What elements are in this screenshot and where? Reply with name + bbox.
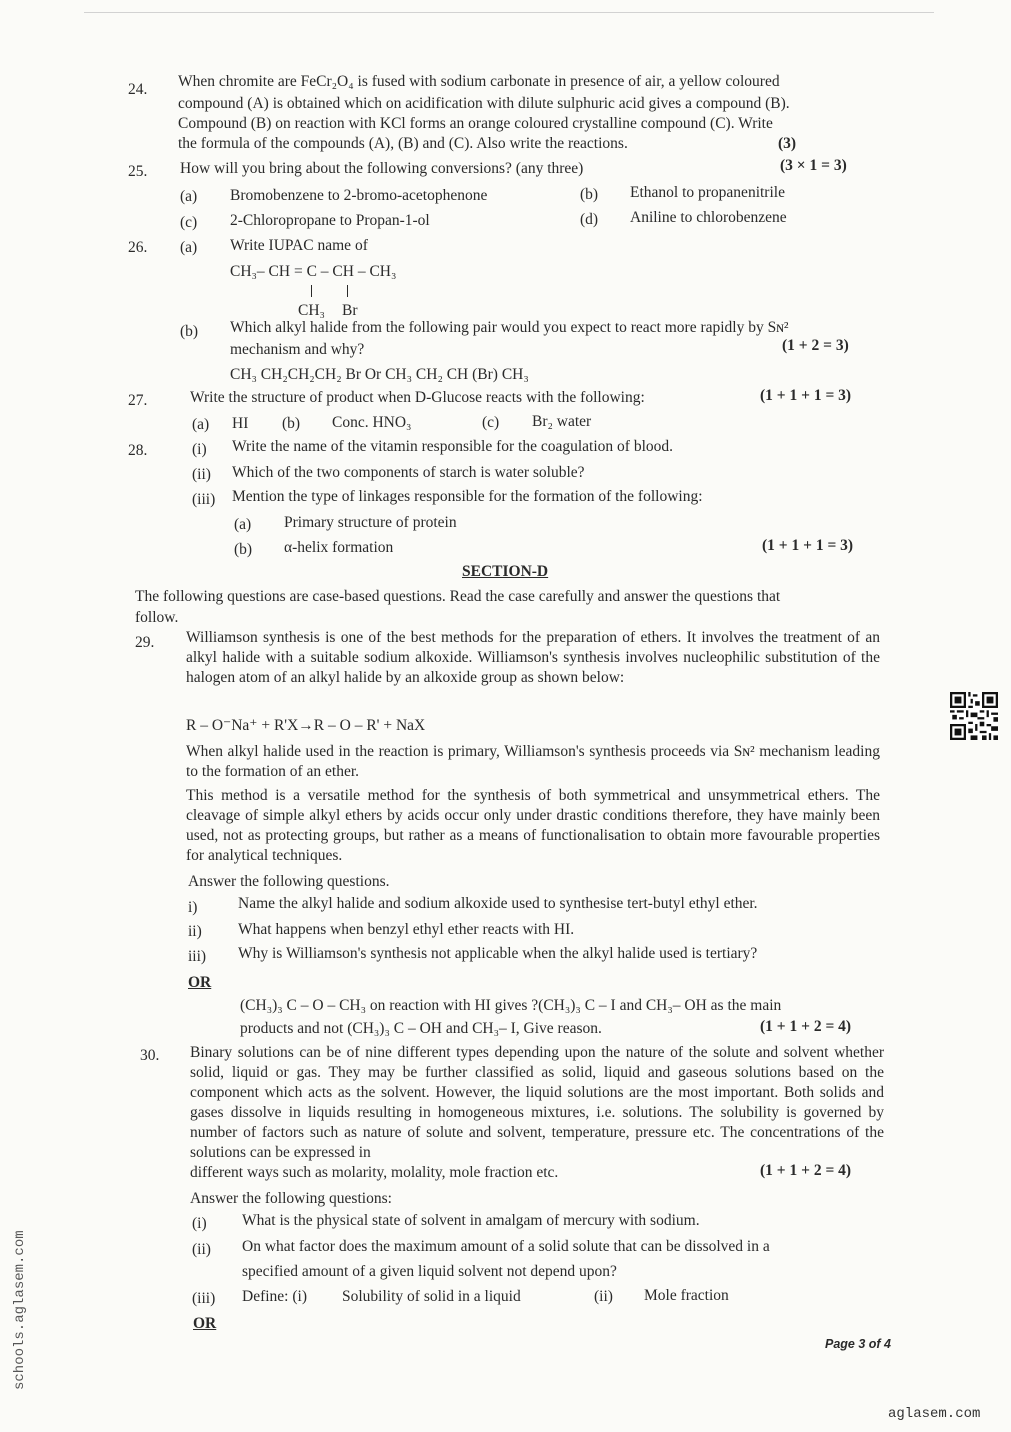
section-intro-line2: follow. <box>135 609 179 626</box>
q24-line4: the formula of the compounds (A), (B) and (C). Also write the reactions. <box>178 135 628 152</box>
q28-ii-label: (ii) <box>192 466 211 483</box>
q24-line2: compound (A) is obtained which on acidification with dilute sulphuric acid gives a compound (B). <box>178 95 790 112</box>
q25-c: 2-Chloropropane to Propan-1-ol <box>230 212 430 229</box>
q28-a: Primary structure of protein <box>284 514 457 531</box>
q30-iii-a: Solubility of solid in a liquid <box>342 1288 521 1305</box>
qr-code-icon <box>950 692 998 740</box>
q30-i-label: (i) <box>192 1215 207 1232</box>
q30-paragraph-last: different ways such as molarity, molality, mole fraction etc. <box>190 1164 559 1181</box>
q26-substituent-1: CH₃ <box>298 302 325 319</box>
q25-a-label: (a) <box>180 188 198 205</box>
section-intro-line1: The following questions are case-based questions. Read the case carefully and answer the questions that <box>135 588 781 605</box>
q30-iii-b-label: (ii) <box>594 1288 613 1305</box>
q25-d: Aniline to chlorobenzene <box>630 209 787 226</box>
q30-iii-label: (iii) <box>192 1290 216 1307</box>
footer-site: aglasem.com <box>888 1406 981 1422</box>
top-rule <box>84 12 934 13</box>
q26-b-line2: mechanism and why? <box>230 341 365 358</box>
q30-ii-line1: On what factor does the maximum amount of a solid solute that can be dissolved in a <box>242 1238 770 1255</box>
q26-a-label: (a) <box>180 239 198 256</box>
q29-ask: Answer the following questions. <box>188 873 390 890</box>
q26-b-label: (b) <box>180 323 199 340</box>
q25-a: Bromobenzene to 2-bromo-acetophenone <box>230 187 488 204</box>
q28-marks: (1 + 1 + 1 = 3) <box>762 537 854 554</box>
q26-formula: CH₃– CH = C – CH – CH₃ <box>230 263 397 280</box>
q24-number: 24. <box>128 81 148 98</box>
q27-a-label: (a) <box>192 416 210 433</box>
q26-pair: CH₃ CH₂CH₂CH₂ Br Or CH₃ CH₂ CH (Br) CH₃ <box>230 366 529 383</box>
q25-c-label: (c) <box>180 214 198 231</box>
q24-line1: When chromite are FeCr₂O₄ is fused with sodium carbonate in presence of air, a yellow coloured <box>178 73 780 90</box>
q29-i-label: i) <box>188 899 198 916</box>
q29-or-line1: (CH₃)₃ C – O – CH₃ on reaction with HI gives ?(CH₃)₃ C – I and CH₃– OH as the main <box>240 997 782 1014</box>
q27-c: Br₂ water <box>532 413 592 430</box>
q30-ii-line2: specified amount of a given liquid solvent not depend upon? <box>242 1263 617 1280</box>
q30-ii-label: (ii) <box>192 1241 211 1258</box>
q30-or: OR <box>193 1315 217 1332</box>
q25-b-label: (b) <box>580 186 599 203</box>
q25-number: 25. <box>128 163 148 180</box>
page-number: Page 3 of 4 <box>825 1337 891 1351</box>
q30-i: What is the physical state of solvent in amalgam of mercury with sodium. <box>242 1212 700 1229</box>
q28-b: α-helix formation <box>284 539 394 556</box>
q30-marks: (1 + 1 + 2 = 4) <box>760 1162 852 1179</box>
q26-marks: (1 + 2 = 3) <box>782 337 849 354</box>
q28-b-label: (b) <box>234 541 253 558</box>
q29-paragraph-3: This method is a versatile method for the synthesis of both symmetrical and unsymmetrical ethers. The cleavage of simple alkyl ethers by acids occur only under drastic conditions therefore, they have mainly been used, not as protecting groups, but rather as a means of functionalisation to obtain more favourable properties for analytical techniques. <box>186 787 880 864</box>
q28-iii: Mention the type of linkages responsible for the formation of the following: <box>232 488 703 505</box>
q28-i-label: (i) <box>192 441 207 458</box>
q27-b: Conc. HNO₃ <box>332 414 412 431</box>
q29-iii-label: iii) <box>188 948 207 965</box>
q26-a: Write IUPAC name of <box>230 237 368 254</box>
q25-text: How will you bring about the following conversions? (any three) <box>180 160 584 177</box>
q27-c-label: (c) <box>482 414 500 431</box>
q25-b: Ethanol to propanenitrile <box>630 184 785 201</box>
q29-i: Name the alkyl halide and sodium alkoxide used to synthesise tert-butyl ethyl ether. <box>238 895 758 912</box>
q30-iii-b: Mole fraction <box>644 1287 729 1304</box>
q29-ii-label: ii) <box>188 923 202 940</box>
bond-line <box>347 285 348 297</box>
q29-equation: R – O⁻Na⁺ + R'X→R – O – R' + NaX <box>186 717 426 734</box>
q29-or-line2: products and not (CH₃)₃ C – OH and CH₃– I, Give reason. <box>240 1020 602 1037</box>
q26-substituent-2: Br <box>342 302 358 319</box>
q29-paragraph-1: Williamson synthesis is one of the best methods for the preparation of ethers. It involves the treatment of an alkyl halide with a suitable sodium alkoxide. Williamson's synthesis involves nucleophilic substitution of the halogen atom of an alkyl halide by an alkoxide group as shown below: <box>186 629 880 686</box>
q24-marks: (3) <box>778 135 797 152</box>
q28-iii-label: (iii) <box>192 491 216 508</box>
q27-b-label: (b) <box>282 415 301 432</box>
q28-number: 28. <box>128 442 148 459</box>
q30-paragraph: Binary solutions can be of nine different types depending upon the nature of the solute and solvent whether solid, liquid or gas. They may be further classified as solid, liquid and gaseous solutions based on the component which acts as the solvent. However, the liquid solutions are the most important. Both solids and gases dissolve in liquids resulting in homogeneous mixtures, i.e. solutions. The solubility is governed by number of factors such as nature of solute and solvent, temperature, pressure etc. The concentrations of the solutions can be expressed in <box>190 1044 884 1161</box>
q28-a-label: (a) <box>234 516 252 533</box>
q30-ask: Answer the following questions: <box>190 1190 392 1207</box>
q30-number: 30. <box>140 1047 160 1064</box>
q29-iii: Why is Williamson's synthesis not applicable when the alkyl halide used is tertiary? <box>238 945 758 962</box>
q25-marks: (3 × 1 = 3) <box>780 157 847 174</box>
q30-iii: Define: (i) <box>242 1288 307 1305</box>
q29-ii: What happens when benzyl ethyl ether reacts with HI. <box>238 921 575 938</box>
q27-number: 27. <box>128 392 148 409</box>
section-title: SECTION-D <box>462 563 549 580</box>
q29-or: OR <box>188 974 212 991</box>
q29-paragraph-2: When alkyl halide used in the reaction is primary, Williamson's synthesis proceeds via Sɴ² mechanism leading to the formation of an ether. <box>186 743 880 780</box>
q28-ii: Which of the two components of starch is water soluble? <box>232 464 585 481</box>
q29-marks: (1 + 1 + 2 = 4) <box>760 1018 852 1035</box>
q28-i: Write the name of the vitamin responsible for the coagulation of blood. <box>232 438 674 455</box>
q25-d-label: (d) <box>580 211 599 228</box>
side-watermark: schools.aglasem.com <box>12 1230 28 1390</box>
q27-text: Write the structure of product when D-Glucose reacts with the following: <box>190 389 645 406</box>
q26-number: 26. <box>128 239 148 256</box>
q26-b-line1: Which alkyl halide from the following pair would you expect to react more rapidly by Sɴ² <box>230 319 789 336</box>
q27-a: HI <box>232 415 249 432</box>
q29-number: 29. <box>135 634 155 651</box>
bond-line <box>311 285 312 297</box>
q24-line3: Compound (B) on reaction with KCl forms an orange coloured crystalline compound (C). Write <box>178 115 773 132</box>
q27-marks: (1 + 1 + 1 = 3) <box>760 387 852 404</box>
